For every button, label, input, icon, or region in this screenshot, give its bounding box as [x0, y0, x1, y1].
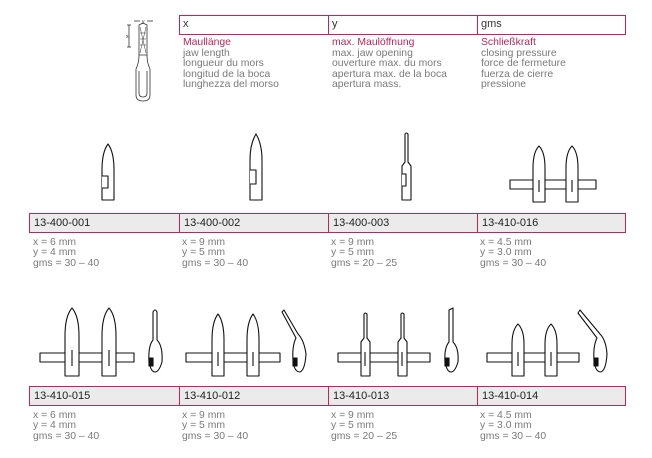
row1-clamp-illustrations — [0, 130, 652, 210]
spec-jaw-opening: y = 4 mm — [33, 420, 77, 432]
spec-jaw-length: x = 9 mm — [182, 237, 226, 248]
spec-jaw-length: x = 9 mm — [331, 237, 375, 248]
legend-label: gms — [481, 18, 502, 30]
spec-jaw-length: x = 4.5 mm — [480, 410, 532, 421]
legend-header — [179, 15, 626, 110]
spec-closing-pressure: gms = 30 – 40 — [182, 430, 249, 442]
product-code-bar-row-2 — [29, 386, 626, 406]
clamp-13-400-002-illustration — [250, 134, 262, 200]
spec-jaw-length: x = 4.5 mm — [480, 237, 532, 248]
clamp-13-400-001-illustration — [102, 144, 114, 200]
legend-term: force de fermeture — [481, 58, 566, 70]
product-code: 13-400-003 — [328, 214, 477, 232]
legend-term: longueur du mors — [183, 58, 264, 70]
product-specs — [480, 411, 625, 442]
clamp-13-410-013-illustration — [338, 308, 458, 376]
product-code: 13-410-012 — [179, 387, 328, 405]
legend-term: lunghezza del morso — [183, 79, 279, 91]
legend-label: x — [183, 18, 189, 30]
legend-term: ouverture max. du mors — [332, 58, 442, 70]
legend-label: y — [332, 18, 338, 30]
spec-jaw-length: x = 9 mm — [182, 410, 226, 421]
product-code: 13-410-016 — [477, 214, 626, 232]
spec-jaw-opening: y = 3.0 mm — [480, 247, 532, 259]
spec-closing-pressure: gms = 30 – 40 — [33, 257, 100, 269]
legend-term: Maullänge — [183, 37, 231, 48]
legend-term: Schließkraft — [481, 37, 536, 48]
product-specs — [331, 238, 476, 269]
spec-jaw-opening: y = 5 mm — [331, 247, 375, 259]
product-code-bar-row-1 — [29, 213, 626, 233]
product-specs — [182, 238, 327, 269]
spec-jaw-length: x = 9 mm — [331, 410, 375, 421]
legend-column-x — [179, 15, 328, 110]
spec-jaw-opening: y = 3.0 mm — [480, 420, 532, 432]
spec-closing-pressure: gms = 30 – 40 — [182, 257, 249, 269]
legend-term: pressione — [481, 79, 527, 91]
legend-term: max. jaw opening — [332, 47, 413, 59]
product-specs — [33, 411, 178, 442]
clamp-13-410-015-illustration — [40, 308, 162, 376]
product-code: 13-400-002 — [179, 214, 328, 232]
clamp-13-410-012-illustration — [186, 310, 306, 376]
legend-term: max. Maulöffnung — [332, 37, 415, 48]
product-code: 13-410-014 — [477, 387, 626, 405]
spec-jaw-opening: y = 4 mm — [33, 247, 77, 259]
clamp-dimension-diagram — [126, 15, 164, 110]
clamp-13-410-016-illustration — [510, 146, 596, 202]
clamp-13-410-014-illustration — [487, 310, 607, 376]
legend-term: jaw length — [183, 47, 230, 59]
legend-column-y — [328, 15, 477, 110]
legend-term: closing pressure — [481, 47, 557, 59]
spec-jaw-opening: y = 5 mm — [331, 420, 375, 432]
product-code: 13-400-001 — [34, 217, 91, 229]
product-code: 13-410-013 — [328, 387, 477, 405]
spec-closing-pressure: gms = 30 – 40 — [33, 430, 100, 442]
legend-column-gms — [477, 15, 626, 110]
spec-closing-pressure: gms = 30 – 40 — [480, 430, 547, 442]
spec-jaw-opening: y = 5 mm — [182, 247, 226, 259]
spec-jaw-opening: y = 5 mm — [182, 420, 226, 432]
diagram-y-label: y — [142, 19, 145, 25]
spec-jaw-length: x = 6 mm — [33, 237, 77, 248]
product-specs — [33, 238, 178, 269]
legend-term: apertura max. de la boca — [332, 68, 447, 80]
legend-term: fuerza de cierre — [481, 68, 554, 80]
row2-clamp-illustrations — [0, 300, 652, 382]
spec-jaw-length: x = 6 mm — [33, 410, 77, 421]
spec-closing-pressure: gms = 20 – 25 — [331, 257, 398, 269]
legend-term: apertura mass. — [332, 79, 402, 91]
diagram-x-label: x — [126, 34, 129, 40]
product-specs — [331, 411, 476, 442]
legend-term: longitud de la boca — [183, 68, 271, 80]
spec-closing-pressure: gms = 20 – 25 — [331, 430, 398, 442]
product-specs — [480, 238, 625, 269]
product-code: 13-410-015 — [34, 390, 91, 402]
clamp-13-400-003-illustration — [402, 133, 411, 200]
product-specs — [182, 411, 327, 442]
spec-closing-pressure: gms = 30 – 40 — [480, 257, 547, 269]
